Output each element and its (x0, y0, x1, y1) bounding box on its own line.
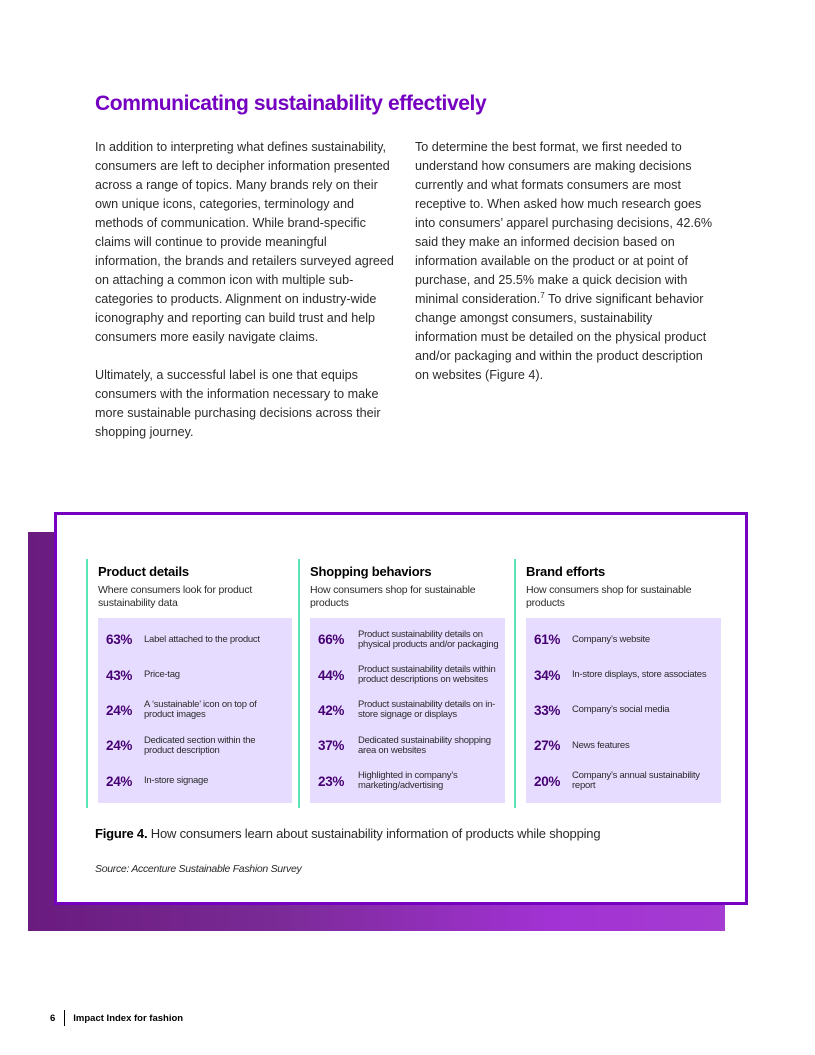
stat-row (318, 764, 499, 799)
stat-percent: 24% (106, 773, 133, 789)
page-title: Communicating sustainability effectively (95, 92, 487, 115)
stat-label: Company’s social media (572, 704, 670, 716)
stat-label: In-store displays, store associates (572, 669, 707, 681)
stat-row (534, 693, 715, 728)
stat-label: A ‘sustainable’ icon on top of product images (144, 699, 257, 721)
stat-row (106, 764, 286, 799)
stat-label: Highlighted in company’s marketing/advertising (358, 770, 458, 792)
figure-source: Source: Accenture Sustainable Fashion Survey (95, 863, 302, 875)
paragraph: Ultimately, a successful label is one that equips consumers with the information necessary to make more sustainable purchasing decisions across their shopping journey. (95, 368, 381, 439)
stat-percent: 37% (318, 738, 345, 754)
stat-label: Company’s website (572, 633, 650, 645)
stat-label: In-store signage (144, 775, 209, 787)
stat-row (534, 764, 715, 799)
paragraph: In addition to interpreting what defines sustainability, consumers are left to decipher information presented across a range of topics. Many brands rely on their own unique icons, categories, terminology and methods of communication. While brand-specific claims will continue to provide meaningful information, the brands and retailers surveyed agreed on attaching a common icon with multiple sub-categories to products. Alignment on industry-wide iconography and reporting can build trust and help consumers more easily navigate claims. (95, 140, 394, 344)
figure-column-product-details (86, 559, 292, 808)
stat-row (318, 693, 499, 728)
stat-percent: 66% (318, 632, 345, 648)
footer-divider (64, 1010, 65, 1026)
stat-percent: 43% (106, 667, 133, 683)
stats-panel (526, 618, 721, 803)
column-subheading: Where consumers look for product sustainability data (98, 584, 253, 609)
stat-row (106, 728, 286, 763)
stat-label: Product sustainability details on in-store signage or displays (358, 699, 496, 721)
stat-row (534, 622, 715, 657)
stat-percent: 23% (318, 773, 345, 789)
page-number: 6 (50, 1012, 56, 1024)
paragraph-text: To drive significant behavior change amongst consumers, sustainability information must be detailed on the physical product and/or packaging and within the product description on websites (Figure 4). (415, 292, 707, 382)
stat-row (318, 728, 499, 763)
stat-percent: 61% (534, 632, 561, 648)
stat-row (106, 657, 286, 692)
paragraph (415, 138, 715, 385)
stat-row (318, 657, 499, 692)
column-subheading: How consumers shop for sustainable products (310, 584, 476, 609)
column-heading: Brand efforts (526, 564, 606, 579)
stat-percent: 27% (534, 738, 561, 754)
left-text-column (95, 138, 395, 461)
stat-percent: 42% (318, 702, 345, 718)
stat-percent: 44% (318, 667, 345, 683)
stat-percent: 24% (106, 738, 133, 754)
figure-column-shopping-behaviors (298, 559, 508, 808)
column-heading: Product details (98, 564, 189, 579)
publication-title: Impact Index for fashion (73, 1012, 184, 1024)
column-heading: Shopping behaviors (310, 564, 432, 579)
stat-label: Dedicated sustainability shopping area on websites (358, 734, 491, 756)
stat-row (106, 622, 286, 657)
stat-row (106, 693, 286, 728)
figure-column-brand-efforts (514, 559, 722, 808)
right-text-column (415, 138, 715, 404)
figure-caption-text: How consumers learn about sustainability information of products while shopping (147, 826, 601, 841)
stat-row (534, 657, 715, 692)
stat-percent: 33% (534, 702, 561, 718)
stats-panel (310, 618, 505, 803)
stat-percent: 63% (106, 632, 133, 648)
stat-label: Dedicated section within the product description (144, 734, 256, 756)
column-subheading: How consumers shop for sustainable products (526, 584, 692, 609)
stat-label: News features (572, 739, 630, 751)
paragraph-text: To determine the best format, we first needed to understand how consumers are making decisions currently and what formats consumers are most receptive to. When asked how much research goes into consumers’ apparel purchasing decisions, 42.6% said they make an informed decision based on information available on the product or at point of purchase, and 25.5% make a quick decision with minimal consideration. (415, 140, 713, 306)
stat-label: Product sustainability details on physical products and/or packaging (358, 628, 499, 650)
stat-percent: 20% (534, 773, 561, 789)
stat-percent: 24% (106, 702, 133, 718)
stat-label: Product sustainability details within product descriptions on websites (358, 664, 496, 686)
stat-label: Price-tag (144, 669, 180, 681)
stat-percent: 34% (534, 667, 561, 683)
stat-row (318, 622, 499, 657)
footnote-marker[interactable]: 7 (540, 290, 545, 300)
stat-label: Label attached to the product (144, 633, 260, 645)
figure-caption-label: Figure 4. (95, 826, 148, 841)
stats-panel (98, 618, 292, 803)
stat-label: Company’s annual sustainability report (572, 770, 700, 792)
figure-caption (95, 826, 600, 841)
stat-row (534, 728, 715, 763)
page-footer (50, 1010, 183, 1026)
